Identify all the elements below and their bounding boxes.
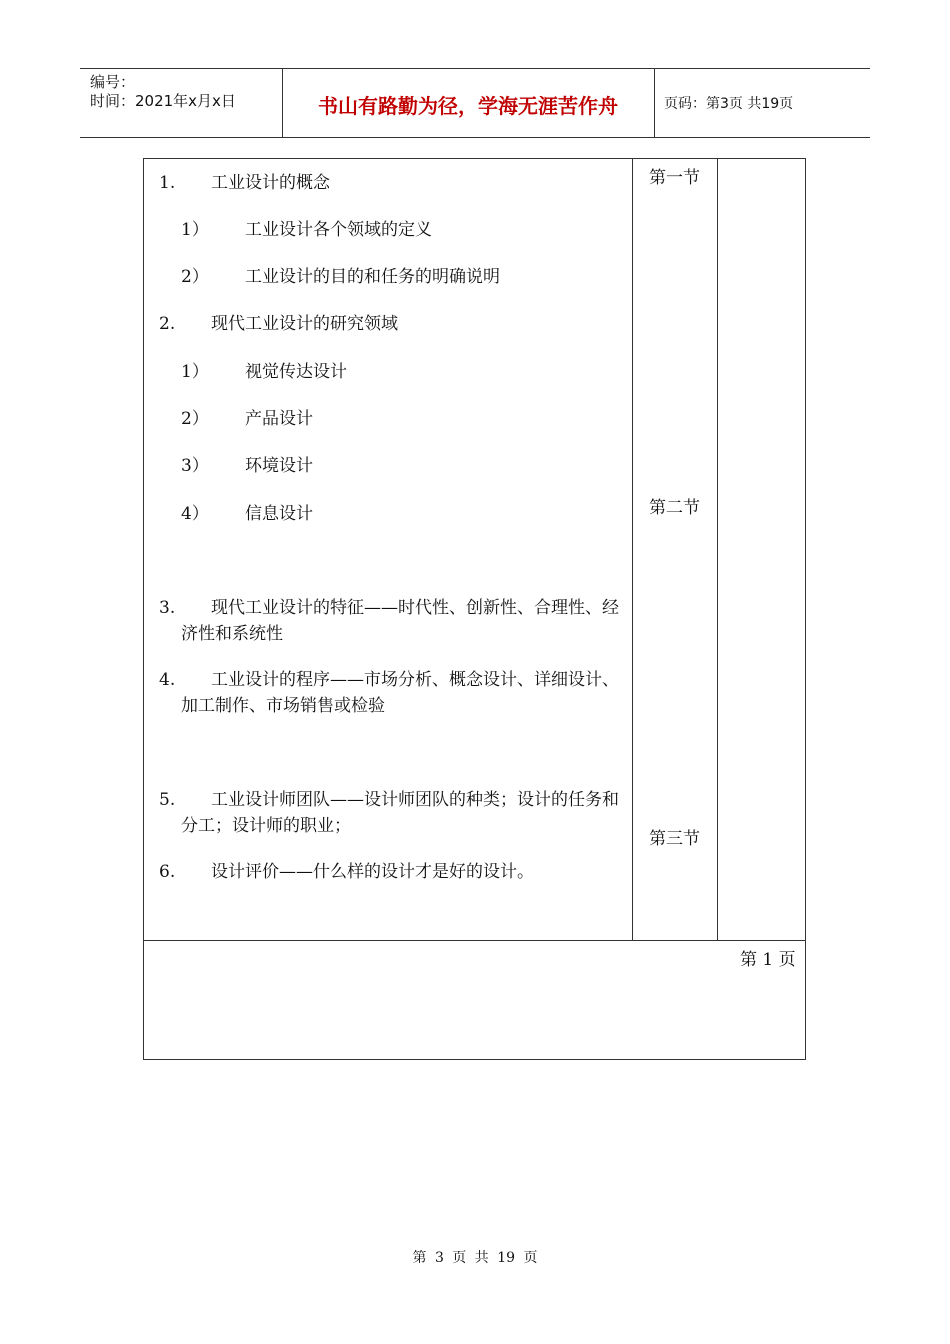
outline-item: 5. 工业设计师团队——设计师团队的种类；设计的任务和分工；设计师的职业；: [159, 790, 619, 836]
serial-label: 编号：: [90, 73, 136, 91]
outline-subitem: 2） 产品设计: [181, 409, 313, 429]
page-header: [80, 68, 870, 138]
header-motto: 书山有路勤为径，学海无涯苦作舟: [318, 94, 618, 118]
outline-item: 1. 工业设计的概念: [159, 173, 330, 193]
outline-subitem: 1） 工业设计各个领域的定义: [181, 220, 432, 240]
outline-subitem: 1） 视觉传达设计: [181, 362, 347, 382]
outline-item: 4. 工业设计的程序——市场分析、概念设计、详细设计、加工制作、市场销售或检验: [159, 670, 619, 716]
section-label: 第二节: [649, 498, 700, 518]
time-label: 时间：2021年x月x日: [90, 92, 236, 110]
outline-subitem: 3） 环境设计: [181, 456, 313, 476]
column-divider: [717, 159, 718, 940]
syllabus-table: [143, 158, 806, 1060]
outline-item: 3. 现代工业设计的特征——时代性、创新性、合理性、经济性和系统性: [159, 598, 619, 644]
outline-subitem: 4） 信息设计: [181, 504, 313, 524]
header-page-info: 页码：第3页 共19页: [664, 96, 794, 112]
row-divider: [144, 940, 805, 941]
outline-subitem: 2） 工业设计的目的和任务的明确说明: [181, 267, 500, 287]
header-divider: [654, 69, 655, 137]
outline-item: 2. 现代工业设计的研究领域: [159, 314, 398, 334]
page-footer: 第 3 页 共 19 页: [412, 1250, 538, 1266]
header-meta: [90, 73, 236, 111]
table-page-number: 第 1 页: [740, 950, 796, 970]
section-label: 第一节: [649, 168, 700, 188]
section-label: 第三节: [649, 829, 700, 849]
outline-item: 6. 设计评价——什么样的设计才是好的设计。: [159, 862, 534, 882]
